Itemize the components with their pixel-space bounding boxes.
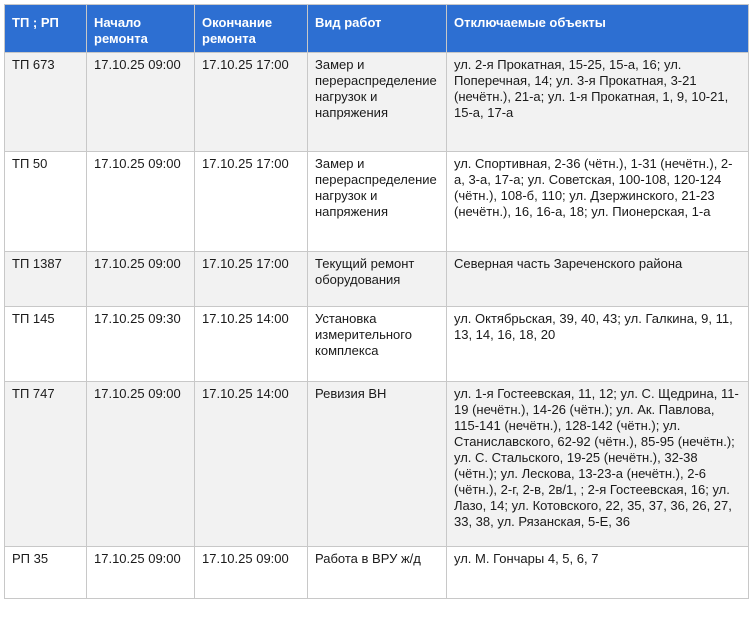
cell-start: 17.10.25 09:00	[87, 547, 195, 599]
header-start: Начало ремонта	[87, 5, 195, 53]
cell-tp: ТП 673	[5, 53, 87, 152]
cell-tp: ТП 145	[5, 307, 87, 382]
cell-tp: ТП 747	[5, 382, 87, 547]
cell-end: 17.10.25 14:00	[195, 382, 308, 547]
cell-start: 17.10.25 09:00	[87, 152, 195, 252]
cell-objects: ул. Октябрьская, 39, 40, 43; ул. Галкина, 9, 11, 13, 14, 16, 18, 20	[447, 307, 749, 382]
table-header	[5, 5, 749, 53]
cell-objects: ул. Спортивная, 2-36 (чётн.), 1-31 (нечётн.), 2-а, 3-а, 17-а; ул. Советская, 100-108, 120-124 (чётн.), 108-б, 110; ул. Дзержинского, 21-23 (нечётн.), 16, 16-а, 18; ул. Пионерская, 1-а	[447, 152, 749, 252]
cell-end: 17.10.25 17:00	[195, 252, 308, 307]
header-objects: Отключаемые объекты	[447, 5, 749, 53]
cell-objects: ул. 2-я Прокатная, 15-25, 15-а, 16; ул. Поперечная, 14; ул. 3-я Прокатная, 3-21 (нечётн.), 21-а; ул. 1-я Прокатная, 1, 9, 10-21, 15-а, 17-а	[447, 53, 749, 152]
table-row	[5, 53, 749, 152]
cell-objects: Северная часть Зареченского района	[447, 252, 749, 307]
cell-end: 17.10.25 17:00	[195, 152, 308, 252]
table-row	[5, 152, 749, 252]
cell-work: Ревизия ВН	[308, 382, 447, 547]
cell-end: 17.10.25 17:00	[195, 53, 308, 152]
cell-start: 17.10.25 09:30	[87, 307, 195, 382]
cell-end: 17.10.25 14:00	[195, 307, 308, 382]
table-row	[5, 382, 749, 547]
table-body	[5, 53, 749, 599]
outage-schedule-table	[4, 4, 749, 599]
cell-tp: ТП 1387	[5, 252, 87, 307]
cell-objects: ул. 1-я Гостеевская, 11, 12; ул. С. Щедрина, 11-19 (нечётн.), 14-26 (чётн.); ул. Ак. Павлова, 115-141 (нечётн.), 128-142 (чётн.); ул. Станиславского, 62-92 (чётн.), 85-95 (нечётн.); ул. С. Стальского, 19-25 (нечётн.), 32-38 (чётн.); ул. Лескова, 13-23-а (нечётн.), 2-6 (чётн.), 2-г, 2-в, 2в/1, ; 2-я Гостеевская, 16; ул. Лазо, 14; ул. Котовского, 22, 35, 37, 36, 26, 27, 33, 38, ул. Рязанская, 5-Е, 36	[447, 382, 749, 547]
cell-work: Установка измерительного комплекса	[308, 307, 447, 382]
cell-work: Замер и перераспределение нагрузок и напряжения	[308, 53, 447, 152]
cell-objects: ул. М. Гончары 4, 5, 6, 7	[447, 547, 749, 599]
table-row	[5, 547, 749, 599]
table-row	[5, 252, 749, 307]
cell-start: 17.10.25 09:00	[87, 53, 195, 152]
cell-tp: ТП 50	[5, 152, 87, 252]
header-end: Окончание ремонта	[195, 5, 308, 53]
cell-start: 17.10.25 09:00	[87, 382, 195, 547]
cell-work: Замер и перераспределение нагрузок и напряжения	[308, 152, 447, 252]
header-work: Вид работ	[308, 5, 447, 53]
cell-work: Текущий ремонт оборудования	[308, 252, 447, 307]
cell-end: 17.10.25 09:00	[195, 547, 308, 599]
header-row	[5, 5, 749, 53]
cell-work: Работа в ВРУ ж/д	[308, 547, 447, 599]
cell-tp: РП 35	[5, 547, 87, 599]
header-tp: ТП ; РП	[5, 5, 87, 53]
table-row	[5, 307, 749, 382]
cell-start: 17.10.25 09:00	[87, 252, 195, 307]
